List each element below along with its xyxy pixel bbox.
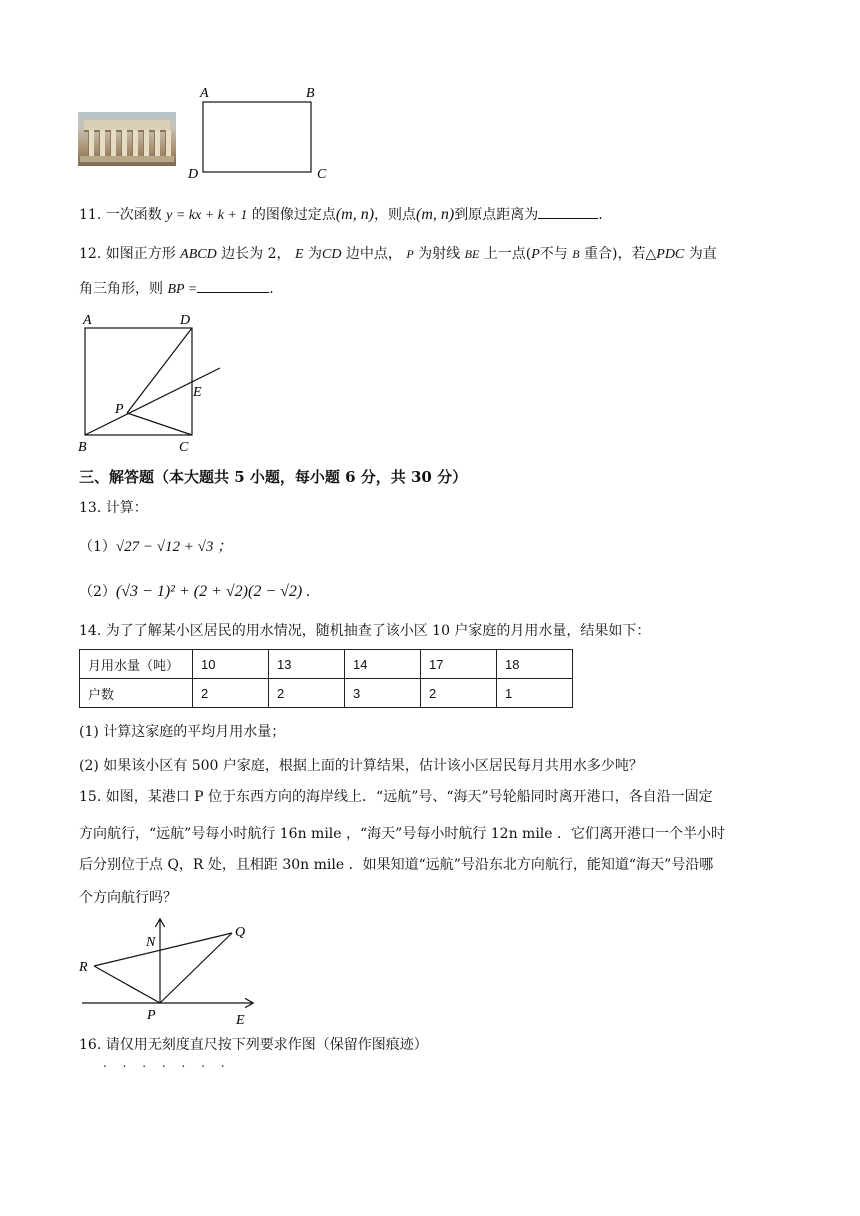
question-14-intro: 14. 为了了解某小区居民的用水情况，随机抽查了该小区 10 户家庭的月用水量，结果如下： (79, 623, 651, 639)
table-cell: 2 (269, 679, 345, 708)
label-r: R (79, 960, 88, 975)
emphasis-dots: . . . . . . . (103, 1056, 231, 1070)
label-d: D (180, 313, 191, 328)
question-12-line2: 角三角形，则 BP = . (79, 278, 274, 300)
question-15-line2: 方向航行，“远航”号每小时航行 16n mile ，“海天”号每小时航行 12n mile ．它们离开港口一个半小时 (79, 826, 726, 842)
label-e: E (236, 1013, 245, 1028)
square-figure (74, 306, 234, 454)
square-abcd (85, 328, 192, 435)
segment-pq (160, 933, 232, 1003)
question-14-part1: (1) 计算这家庭的平均月用水量； (79, 724, 286, 740)
label-e: E (193, 385, 202, 400)
table-cell: 1 (497, 679, 573, 708)
label-p: P (115, 402, 124, 417)
label-n: N (146, 935, 156, 950)
table-cell: 14 (345, 650, 421, 679)
rectangle-abcd (203, 102, 311, 172)
label-a: A (83, 313, 92, 328)
label-c: C (317, 167, 327, 182)
question-15-line1: 15. 如图，某港口 P 位于东西方向的海岸线上．“远航”号、“海天”号轮船同时离开港口，各自沿一固定 (79, 789, 713, 805)
question-13-part1: （1）√27 − √12 + √3 ； (79, 539, 233, 555)
ray-be (85, 368, 220, 435)
table-header-cell: 月用水量（吨） (80, 650, 193, 679)
rectangle-figure (180, 80, 340, 186)
table-row (80, 679, 573, 708)
question-15-line3: 后分别位于点 Q，R 处，且相距 30n mile ．如果知道“远航”号沿东北方向航行，能知道“海天”号沿哪 (79, 857, 714, 873)
table-cell: 17 (421, 650, 497, 679)
segment-rq (94, 933, 232, 966)
question-14-part2: (2) 如果该小区有 500 户家庭，根据上面的计算结果，估计该小区居民每月共用水多少吨？ (79, 758, 643, 774)
label-d: D (188, 167, 199, 182)
label-b: B (78, 440, 87, 454)
question-15-line4: 个方向航行吗？ (79, 890, 177, 906)
question-13-title: 13. 计算： (79, 500, 148, 516)
question-13-part2: （2）(√3 − 1)² + (2 + √2)(2 − √2) . (79, 583, 311, 600)
parthenon-photo (78, 112, 176, 166)
segment-pr (94, 966, 160, 1003)
question-16: 16. 请仅用无刻度直尺按下列要求作图（保留作图痕迹） (79, 1037, 428, 1053)
label-p: P (147, 1008, 156, 1023)
table-cell: 18 (497, 650, 573, 679)
table-cell: 2 (421, 679, 497, 708)
question-11: 11. 一次函数 y = kx + k + 1 的图像过定点(m, n)，则点(m, n)到原点距离为 . (79, 206, 603, 223)
table-cell: 2 (193, 679, 269, 708)
question-12-line1: 12. 如图正方形 ABCD 边长为 2， E 为CD 边中点， P 为射线 BE 上一点(P不与 B 重合)，若△PDC 为直 (79, 246, 717, 262)
table-header-cell: 户数 (80, 679, 193, 708)
label-a: A (200, 86, 209, 101)
answer-blank-12 (197, 278, 269, 293)
water-usage-table (79, 649, 573, 708)
table-cell: 13 (269, 650, 345, 679)
segment-pd (127, 328, 192, 413)
label-c: C (179, 440, 189, 454)
section-3-heading: 三、解答题（本大题共 5 小题，每小题 6 分，共 30 分） (79, 468, 468, 486)
navigation-figure (74, 916, 264, 1032)
segment-pc (127, 413, 192, 435)
table-row (80, 650, 573, 679)
table-cell: 10 (193, 650, 269, 679)
label-q: Q (235, 925, 246, 940)
label-b: B (306, 86, 315, 101)
answer-blank-11 (538, 204, 598, 219)
table-cell: 3 (345, 679, 421, 708)
